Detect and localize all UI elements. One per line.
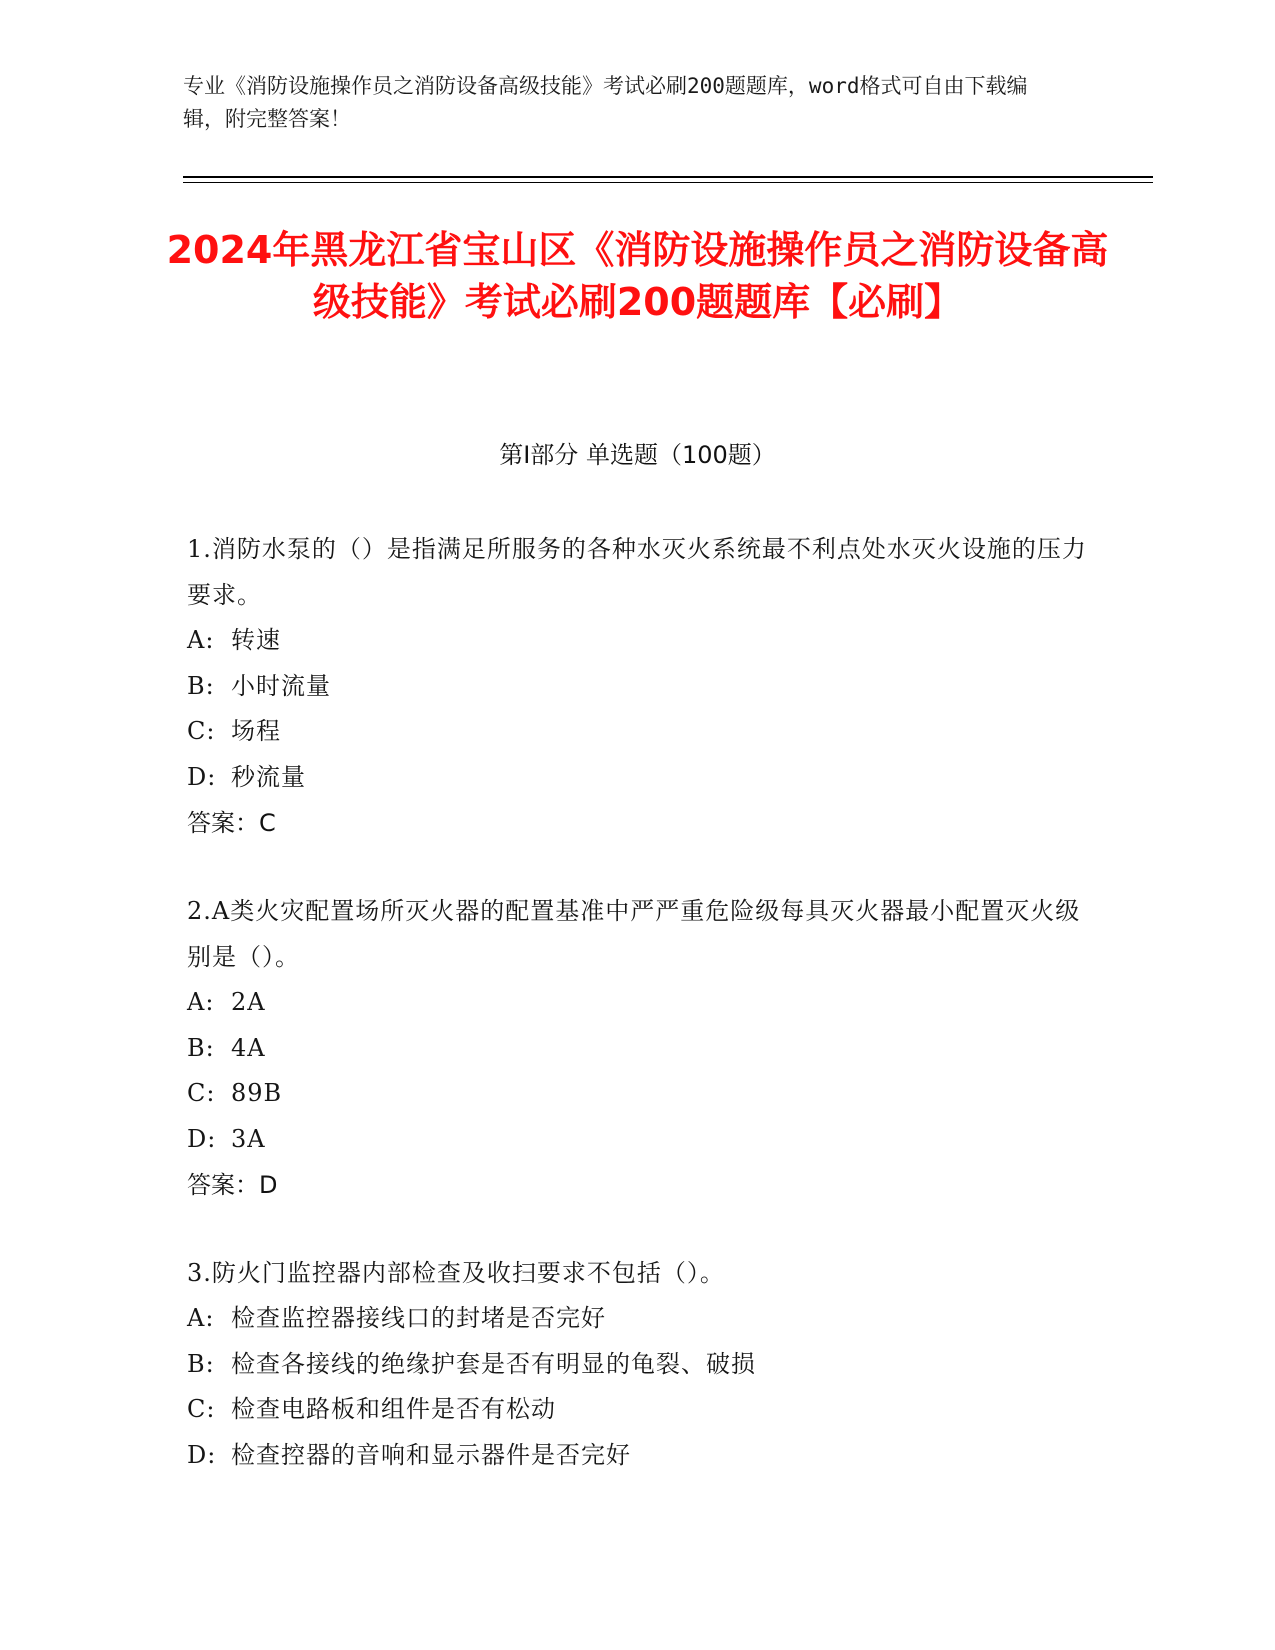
option-text: 转速 [231,626,281,654]
answer: 答案：C [187,809,276,837]
option-text: 小时流量 [231,671,331,700]
option-text: 检查电路板和组件是否有松动 [231,1395,556,1423]
answer: 答案：D [187,1171,278,1199]
question-stem: 2.A类火灾配置场所灭火器的配置基准中严严重危险级每具灭火器最小配置灭火级别是（）。 [187,897,1081,971]
option-key: D: [187,762,217,791]
header-divider-thin [183,182,1153,183]
section-heading: 第I部分 单选题（100题） [499,441,776,469]
header-divider-thick [183,176,1153,178]
question-3 [187,1250,1087,1478]
question-stem: 1.消防水泵的（）是指满足所服务的各种水灭火系统最不利点处水灭火设施的压力要求。 [187,535,1087,609]
option-c [187,1387,1087,1433]
option-text: 89B [231,1079,283,1107]
option-key: A: [187,988,215,1016]
option-c [187,1071,1087,1117]
option-key: C: [187,1395,216,1423]
option-text: 秒流量 [231,762,306,791]
option-key: D: [187,1124,217,1153]
option-text: 2A [231,988,266,1016]
option-key: B: [187,671,215,700]
option-text: 4A [231,1033,266,1062]
question-2 [187,888,1087,1208]
document-title: 2024年黑龙江省宝山区《消防设施操作员之消防设备高级技能》考试必刷200题题库【必刷】 [166,228,1109,324]
option-text: 检查监控器接线口的封堵是否完好 [231,1304,606,1332]
option-b [187,1342,1087,1388]
option-text: 检查控器的音响和显示器件是否完好 [231,1440,631,1469]
option-a [187,1296,1087,1342]
option-text: 检查各接线的绝缘护套是否有明显的龟裂、破损 [231,1349,756,1378]
option-b [187,664,1087,710]
option-key: C: [187,717,216,745]
option-d [187,755,1087,801]
option-a [187,980,1087,1026]
question-1 [187,526,1087,846]
option-key: A: [187,1304,215,1332]
option-text: 3A [231,1124,266,1153]
option-text: 场程 [231,717,281,745]
option-key: B: [187,1033,215,1062]
option-a [187,618,1087,664]
option-key: A: [187,626,215,654]
header-note: 专业《消防设施操作员之消防设备高级技能》考试必刷200题题库，word格式可自由下载编辑，附完整答案！ [183,74,1028,131]
option-key: B: [187,1349,215,1378]
option-c [187,709,1087,755]
option-d [187,1433,1087,1479]
option-b [187,1026,1087,1072]
option-key: C: [187,1079,216,1107]
question-stem: 3.防火门监控器内部检查及收扫要求不包括（）。 [187,1259,725,1287]
option-key: D: [187,1440,217,1469]
option-d [187,1117,1087,1163]
